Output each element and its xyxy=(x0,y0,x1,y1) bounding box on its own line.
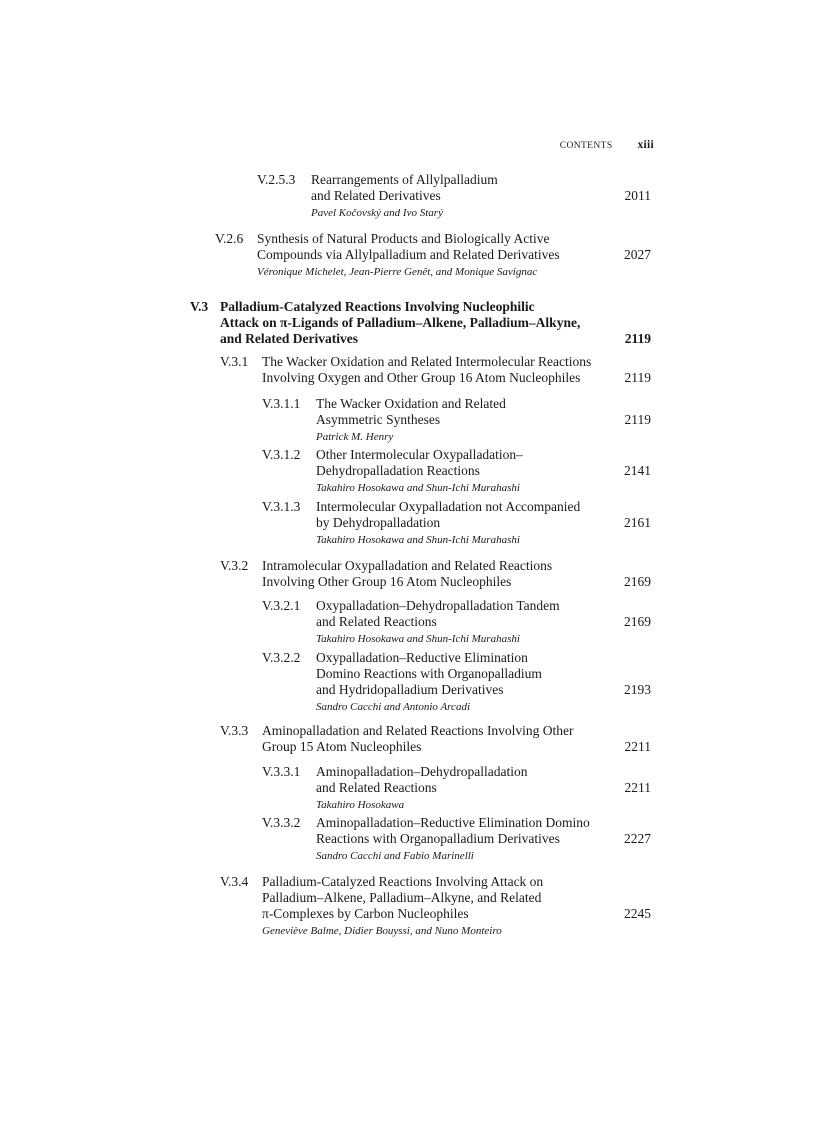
entry-title-line: Palladium–Alkene, Palladium–Alkyne, and Related xyxy=(262,890,542,905)
entry-page: 2141 xyxy=(624,463,651,478)
entry-page: 2119 xyxy=(624,370,651,385)
entry-number: V.3.1.1 xyxy=(262,396,301,411)
entry-title-line: The Wacker Oxidation and Related xyxy=(316,396,506,411)
entry-title-line: Palladium-Catalyzed Reactions Involving Attack on xyxy=(262,874,544,889)
entry-page: 2227 xyxy=(624,831,651,846)
entry-title-line: Aminopalladation–Dehydropalladation xyxy=(316,764,528,779)
entry-title-line: Intermolecular Oxypalladation not Accompanied xyxy=(316,499,581,514)
running-header-label: CONTENTS xyxy=(559,141,613,151)
entry-authors: Geneviève Balme, Didier Bouyssi, and Nuno Monteiro xyxy=(262,925,502,937)
entry-page: 2161 xyxy=(624,515,651,530)
entry-authors: Sandro Cacchi and Fabio Marinelli xyxy=(316,850,474,862)
entry-title-line: Aminopalladation and Related Reactions Involving Other xyxy=(262,723,574,738)
entry-page: 2119 xyxy=(624,331,651,346)
entry-title-line: and Related Derivatives xyxy=(311,188,441,203)
entry-authors: Takahiro Hosokawa and Shun-Ichi Murahashi xyxy=(316,534,520,546)
entry-number: V.3.3.2 xyxy=(262,815,301,830)
entry-title-line: and Related Derivatives xyxy=(220,331,358,346)
entry-number: V.3.2.2 xyxy=(262,650,301,665)
entry-number: V.3.4 xyxy=(220,874,249,889)
entry-number: V.3.2.1 xyxy=(262,598,301,613)
entry-number: V.3.1.2 xyxy=(262,447,301,462)
entry-authors: Pavel Kočovský and Ivo Starý xyxy=(311,207,443,219)
entry-authors: Takahiro Hosokawa and Shun-Ichi Murahashi xyxy=(316,482,520,494)
entry-title-line: and Related Reactions xyxy=(316,614,437,629)
entry-page: 2211 xyxy=(624,739,651,754)
entry-number: V.2.5.3 xyxy=(257,172,296,187)
entry-number: V.3 xyxy=(190,299,209,314)
entry-authors: Patrick M. Henry xyxy=(316,431,394,443)
entry-title-line: Dehydropalladation Reactions xyxy=(316,463,480,478)
entry-title-line: Oxypalladation–Reductive Elimination xyxy=(316,650,528,665)
entry-page: 2211 xyxy=(624,780,651,795)
entry-title-line: Intramolecular Oxypalladation and Related Reactions xyxy=(262,558,553,573)
entry-number: V.3.1 xyxy=(220,354,249,369)
entry-title-line: Involving Other Group 16 Atom Nucleophiles xyxy=(262,574,512,589)
entry-page: 2011 xyxy=(624,188,651,203)
entry-title-line: Reactions with Organopalladium Derivatives xyxy=(316,831,560,846)
entry-title-line: and Related Reactions xyxy=(316,780,437,795)
entry-title-line: Involving Oxygen and Other Group 16 Atom Nucleophiles xyxy=(262,370,581,385)
entry-number: V.3.1.3 xyxy=(262,499,301,514)
entry-title-line: Oxypalladation–Dehydropalladation Tandem xyxy=(316,598,560,613)
entry-title-line: Synthesis of Natural Products and Biologically Active xyxy=(257,231,550,246)
entry-page: 2169 xyxy=(624,574,651,589)
entry-title-line: Group 15 Atom Nucleophiles xyxy=(262,739,422,754)
entry-page: 2169 xyxy=(624,614,651,629)
entry-authors: Véronique Michelet, Jean-Pierre Genêt, and Monique Savignac xyxy=(257,266,538,278)
entry-page: 2119 xyxy=(624,412,651,427)
entry-title-line: Asymmetric Syntheses xyxy=(316,412,441,427)
entry-page: 2193 xyxy=(624,682,651,697)
entry-authors: Sandro Cacchi and Antonio Arcadi xyxy=(316,701,470,713)
entry-page: 2245 xyxy=(624,906,651,921)
running-header xyxy=(0,139,654,151)
entry-number: V.3.3.1 xyxy=(262,764,301,779)
entry-number: V.3.2 xyxy=(220,558,249,573)
entry-title-line: and Hydridopalladium Derivatives xyxy=(316,682,504,697)
entry-title-line: by Dehydropalladation xyxy=(316,515,441,530)
entry-title-line: Other Intermolecular Oxypalladation– xyxy=(316,447,523,462)
entry-authors: Takahiro Hosokawa and Shun-Ichi Murahashi xyxy=(316,633,520,645)
entry-title-line: Aminopalladation–Reductive Elimination Domino xyxy=(316,815,590,830)
entry-title-line: Compounds via Allylpalladium and Related Derivatives xyxy=(257,247,560,262)
page-number: xiii xyxy=(637,139,654,151)
entry-number: V.3.3 xyxy=(220,723,249,738)
entry-title-line: Palladium-Catalyzed Reactions Involving Nucleophilic xyxy=(220,299,535,314)
entry-title-line: Attack on π-Ligands of Palladium–Alkene, Palladium–Alkyne, xyxy=(220,315,581,330)
entry-title-line: The Wacker Oxidation and Related Intermolecular Reactions xyxy=(262,354,592,369)
entry-title-line: Domino Reactions with Organopalladium xyxy=(316,666,542,681)
entry-page: 2027 xyxy=(624,247,651,262)
entry-number: V.2.6 xyxy=(215,231,244,246)
entry-title-line: π-Complexes by Carbon Nucleophiles xyxy=(262,906,469,921)
entry-title-line: Rearrangements of Allylpalladium xyxy=(311,172,498,187)
entry-authors: Takahiro Hosokawa xyxy=(316,799,405,811)
